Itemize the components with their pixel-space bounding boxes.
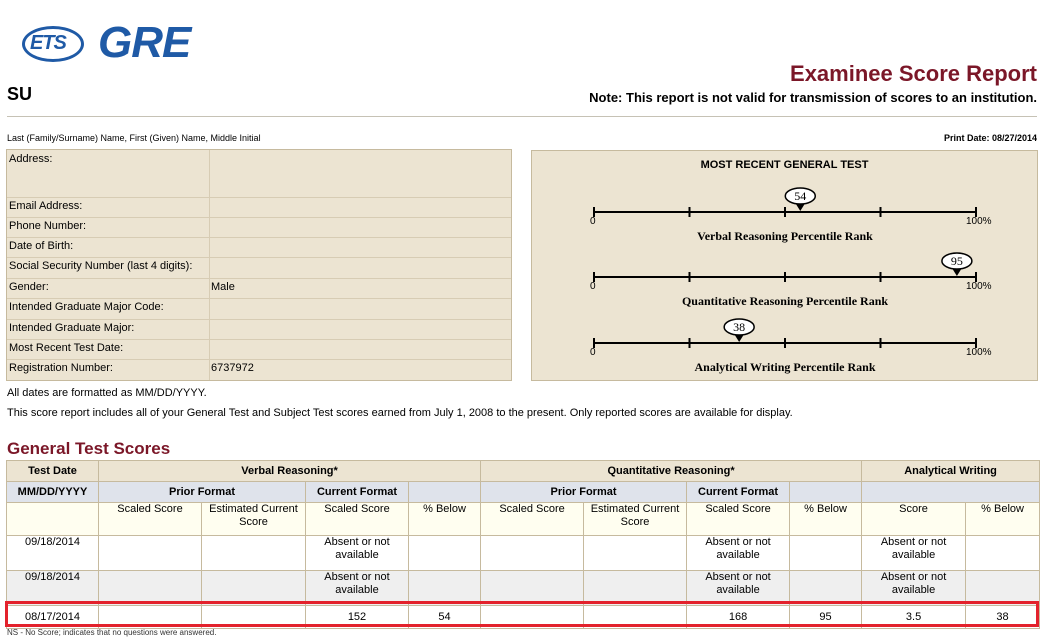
name-caption: Last (Family/Surname) Name, First (Given) Name, Middle Initial — [7, 133, 261, 143]
info-row-test-date — [7, 339, 511, 360]
general-test-scores-title: General Test Scores — [7, 439, 171, 458]
col-header-quant: Quantitative Reasoning* — [481, 461, 862, 482]
gre-logo-text: GRE — [98, 18, 191, 67]
percentile-scales — [532, 151, 1037, 380]
info-row-major — [7, 319, 511, 340]
info-label: Intended Graduate Major Code: — [9, 301, 164, 313]
col-v-estimated: Estimated Current Score — [202, 503, 306, 536]
col-header-quant-prior: Prior Format — [481, 482, 687, 503]
info-row-address — [7, 150, 511, 198]
info-label: Registration Number: — [9, 362, 113, 374]
col-header-verbal: Verbal Reasoning* — [99, 461, 481, 482]
col-header-verbal-prior: Prior Format — [99, 482, 306, 503]
highlight-box — [5, 601, 1039, 627]
col-v-below: % Below — [409, 503, 481, 536]
cell-v-below — [409, 536, 481, 571]
cell-v-prior — [99, 536, 202, 571]
cell-date: 08/17/2014 — [7, 606, 99, 629]
info-label: Address: — [9, 153, 53, 165]
info-row-registration — [7, 359, 511, 380]
report-scope-note: This score report includes all of your General Test and Subject Test scores earned from July 1, 2008 to the present. Only reported scores are available for display. — [7, 407, 793, 419]
col-header-verbal-current: Current Format — [306, 482, 409, 503]
col-v-scaled: Scaled Score — [99, 503, 202, 536]
cell-date: 09/18/2014 — [7, 571, 99, 606]
scale-caption: Quantitative Reasoning Percentile Rank — [681, 294, 889, 308]
cell-q-scaled: Absent or not available — [687, 536, 790, 571]
info-label: Social Security Number (last 4 digits): — [9, 260, 193, 272]
cell-v-est — [202, 536, 306, 571]
percentile-rank-panel — [531, 150, 1038, 381]
col-q-current-scaled: Scaled Score — [687, 503, 790, 536]
cell-q-prior — [481, 536, 584, 571]
scale-max-label: 100% — [966, 281, 992, 292]
col-header-test-date: Test Date — [7, 461, 99, 482]
cell-w-below: 38 — [966, 606, 1040, 629]
info-value: 6737972 — [211, 362, 254, 374]
header-divider — [7, 116, 1037, 117]
cell-q-scaled: Absent or not available — [687, 571, 790, 606]
col-header-quant-current: Current Format — [687, 482, 790, 503]
percentile-panel-title: MOST RECENT GENERAL TEST — [700, 159, 869, 171]
info-label: Gender: — [9, 281, 49, 293]
table-row — [7, 536, 1040, 571]
cell-date: 09/18/2014 — [7, 536, 99, 571]
cell-w-below — [966, 536, 1040, 571]
info-label: Email Address: — [9, 200, 83, 212]
col-w-score: Score — [862, 503, 966, 536]
percentile-value: 38 — [733, 320, 746, 334]
ets-logo-text: ETS — [30, 32, 66, 54]
scale-caption: Verbal Reasoning Percentile Rank — [697, 229, 873, 243]
col-w-below: % Below — [966, 503, 1040, 536]
scale-caption: Analytical Writing Percentile Rank — [694, 360, 876, 374]
scale-min-label: 0 — [590, 281, 596, 292]
report-note: Note: This report is not valid for transmission of scores to an institution. — [589, 90, 1037, 105]
col-q-estimated: Estimated Current Score — [584, 503, 687, 536]
col-header-date-format: MM/DD/YYYY — [7, 482, 99, 503]
table-subheader-row — [7, 482, 1040, 503]
info-row-email — [7, 197, 511, 218]
scale-max-label: 100% — [966, 347, 992, 358]
info-value: Male — [211, 281, 235, 293]
info-label: Intended Graduate Major: — [9, 322, 135, 334]
info-label: Phone Number: — [9, 220, 87, 232]
info-label: Most Recent Test Date: — [9, 342, 124, 354]
cell-w-score: Absent or not available — [862, 536, 966, 571]
col-q-scaled: Scaled Score — [481, 503, 584, 536]
table-header-row — [7, 461, 1040, 482]
scale-min-label: 0 — [590, 347, 596, 358]
percentile-value: 54 — [794, 189, 807, 203]
cell-q-below: 95 — [790, 606, 862, 629]
cell-v-scaled: Absent or not available — [306, 536, 409, 571]
info-row-gender — [7, 278, 511, 299]
examinee-surname: SU — [7, 84, 33, 104]
info-row-phone — [7, 217, 511, 238]
table-column-row — [7, 503, 1040, 536]
info-row-major-code — [7, 298, 511, 320]
date-format-note: All dates are formatted as MM/DD/YYYY. — [7, 387, 207, 399]
scale-max-label: 100% — [966, 216, 992, 227]
info-row-dob — [7, 237, 511, 258]
cell-w-score: Absent or not available — [862, 571, 966, 606]
print-date: Print Date: 08/27/2014 — [943, 133, 1037, 143]
cell-v-scaled: Absent or not available — [306, 571, 409, 606]
info-row-ssn — [7, 257, 511, 279]
table-footnote: NS - No Score; indicates that no questions were answered. — [7, 628, 217, 637]
cell-v-scaled: 152 — [306, 606, 409, 629]
col-q-below: % Below — [790, 503, 862, 536]
cell-w-score: 3.5 — [862, 606, 966, 629]
cell-q-scaled: 168 — [687, 606, 790, 629]
info-label: Date of Birth: — [9, 240, 74, 252]
percentile-value: 95 — [950, 254, 963, 268]
cell-v-below: 54 — [409, 606, 481, 629]
report-title: Examinee Score Report — [790, 61, 1037, 86]
col-header-writing: Analytical Writing — [862, 461, 1040, 482]
col-v-current-scaled: Scaled Score — [306, 503, 409, 536]
examinee-info-panel — [6, 149, 512, 381]
cell-q-below — [790, 536, 862, 571]
cell-q-est — [584, 536, 687, 571]
scale-min-label: 0 — [590, 216, 596, 227]
